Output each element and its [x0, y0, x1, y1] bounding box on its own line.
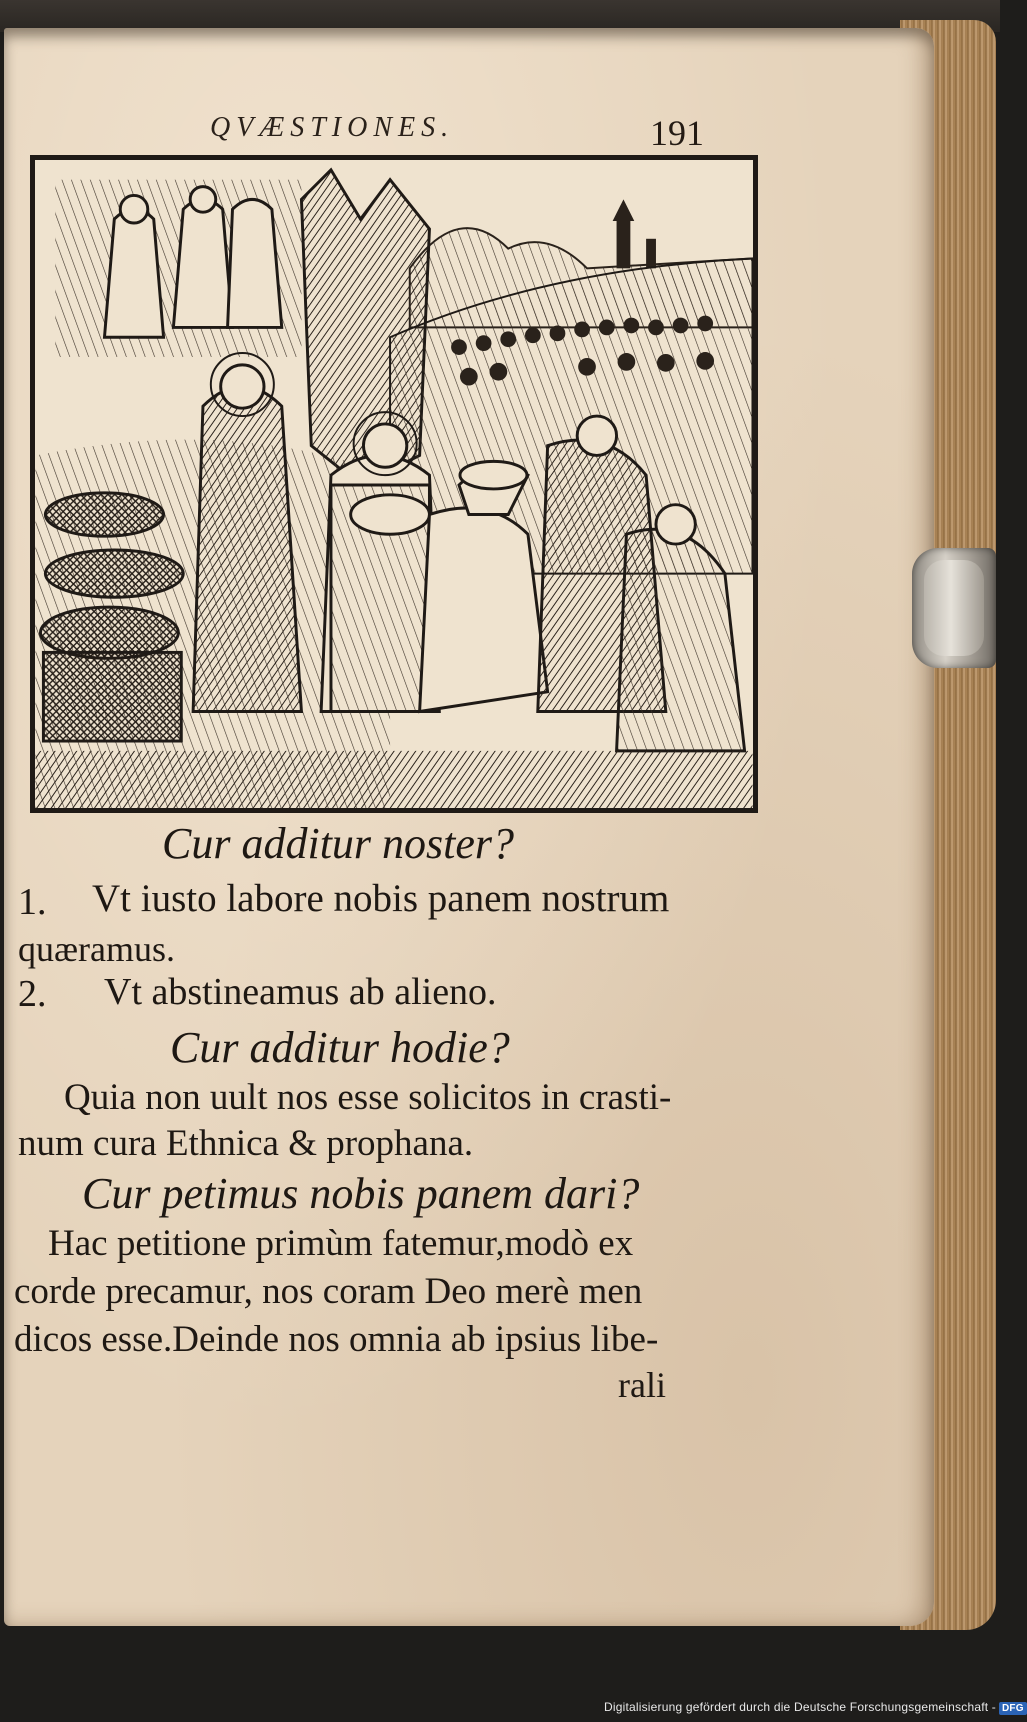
paragraph-3-line-1: Hac petitione primùm fatemur,modò ex — [48, 1223, 634, 1264]
credit-text: Digitalisierung gefördert durch die Deutsche Forschungsgemeinschaft - — [604, 1700, 996, 1714]
question-2: Cur additur hodie? — [170, 1023, 510, 1072]
answer-2-line-1: Vt abstineamus ab alieno. — [104, 971, 497, 1013]
digitization-credit — [604, 1700, 1027, 1715]
clasp-plate — [924, 560, 984, 656]
question-3: Cur petimus nobis panem dari? — [82, 1169, 640, 1218]
dfg-logo: DFG — [999, 1702, 1027, 1715]
answer-1-line-1: Vt iusto labore nobis panem nostrum — [92, 877, 670, 920]
woodcut-loaves-and-fishes-image — [35, 160, 753, 808]
paragraph-3-line-2: corde precamur, nos coram Deo merè men — [14, 1271, 643, 1312]
running-head: QVÆSTIONES. — [210, 112, 455, 143]
woodcut-illustration — [30, 155, 758, 813]
page-number: 191 — [650, 113, 704, 153]
paragraph-3-line-3: dicos esse.Deinde nos omnia ab ipsius libe- — [14, 1319, 659, 1360]
metal-clasp — [912, 548, 996, 668]
paragraph-2-line-2: num cura Ethnica & prophana. — [18, 1123, 474, 1164]
answer-1-line-2: quæramus. — [18, 929, 175, 969]
question-1: Cur additur noster? — [162, 819, 515, 868]
item-number-1: 1. — [18, 881, 47, 923]
paragraph-2-line-1: Quia non uult nos esse solicitos in crasti- — [64, 1077, 672, 1118]
catchword: rali — [618, 1365, 666, 1405]
item-number-2: 2. — [18, 973, 47, 1015]
